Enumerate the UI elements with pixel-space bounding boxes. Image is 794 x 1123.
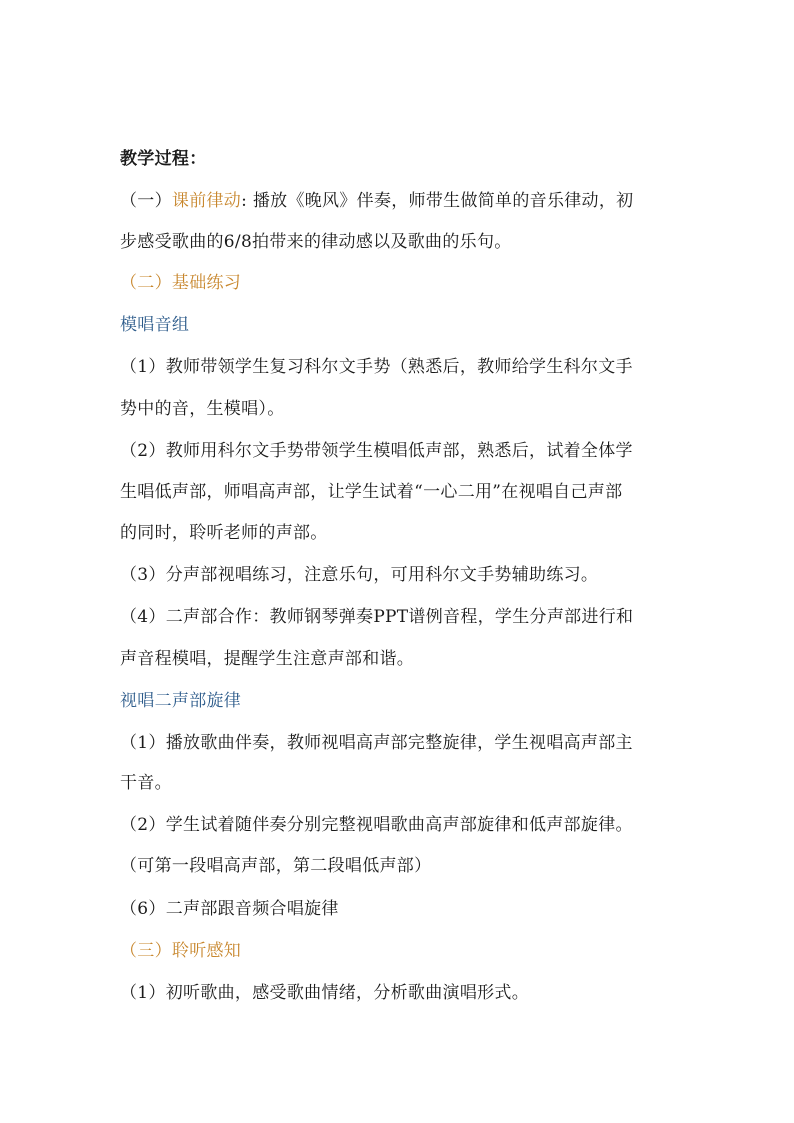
section1-heading: 课前律动 (171, 191, 242, 211)
subheading-mochang-yinzu: 模唱音组 (120, 315, 190, 335)
sub2-item1-line2: 干音。 (120, 773, 172, 793)
sub2-item2-line1: （2）学生试着随伴奏分别完整视唱歌曲高声部旋律和低声部旋律。 (120, 815, 633, 835)
sub1-item2-line2: 生唱低声部，师唱高声部，让学生试着“一心二用”在视唱自己声部 (120, 482, 623, 502)
sub1-item2-line3: 的同时，聆听老师的声部。 (120, 523, 328, 543)
sub1-item3: （3）分声部视唱练习，注意乐句，可用科尔文手势辅助练习。 (120, 565, 599, 585)
subheading-shichang-ershengbu: 视唱二声部旋律 (120, 691, 242, 711)
section1-line1 (120, 190, 633, 212)
page-title: 教学过程： (120, 149, 207, 169)
sub1-item4-line2: 声音程模唱，提醒学生注意声部和谐。 (120, 649, 415, 669)
section3-heading: （三）聆听感知 (120, 941, 242, 961)
section2-heading: （二）基础练习 (120, 273, 242, 293)
sub2-item2-line2: （可第一段唱高声部，第二段唱低声部） (120, 856, 432, 876)
section1-text: : 播放《晚风》伴奏，师带生做简单的音乐律动，初 (241, 191, 634, 211)
section1-prefix: （一） (120, 191, 172, 211)
sub1-item4-line1: （4）二声部合作：教师钢琴弹奏PPT谱例音程，学生分声部进行和 (120, 607, 634, 627)
sub1-item1-line1: （1）教师带领学生复习科尔文手势（熟悉后，教师给学生科尔文手 (120, 357, 633, 377)
section1-line2: 步感受歌曲的6/8拍带来的律动感以及歌曲的乐句。 (120, 232, 512, 252)
sub2-item1-line1: （1）播放歌曲伴奏，教师视唱高声部完整旋律，学生视唱高声部主 (120, 733, 633, 753)
sub1-item2-line1: （2）教师用科尔文手势带领学生模唱低声部，熟悉后，试着全体学 (120, 441, 633, 461)
sub2-item6: （6）二声部跟音频合唱旋律 (120, 899, 339, 919)
section3-item1: （1）初听歌曲，感受歌曲情绪，分析歌曲演唱形式。 (120, 983, 530, 1003)
sub1-item1-line2: 势中的音，生模唱）。 (120, 399, 285, 419)
